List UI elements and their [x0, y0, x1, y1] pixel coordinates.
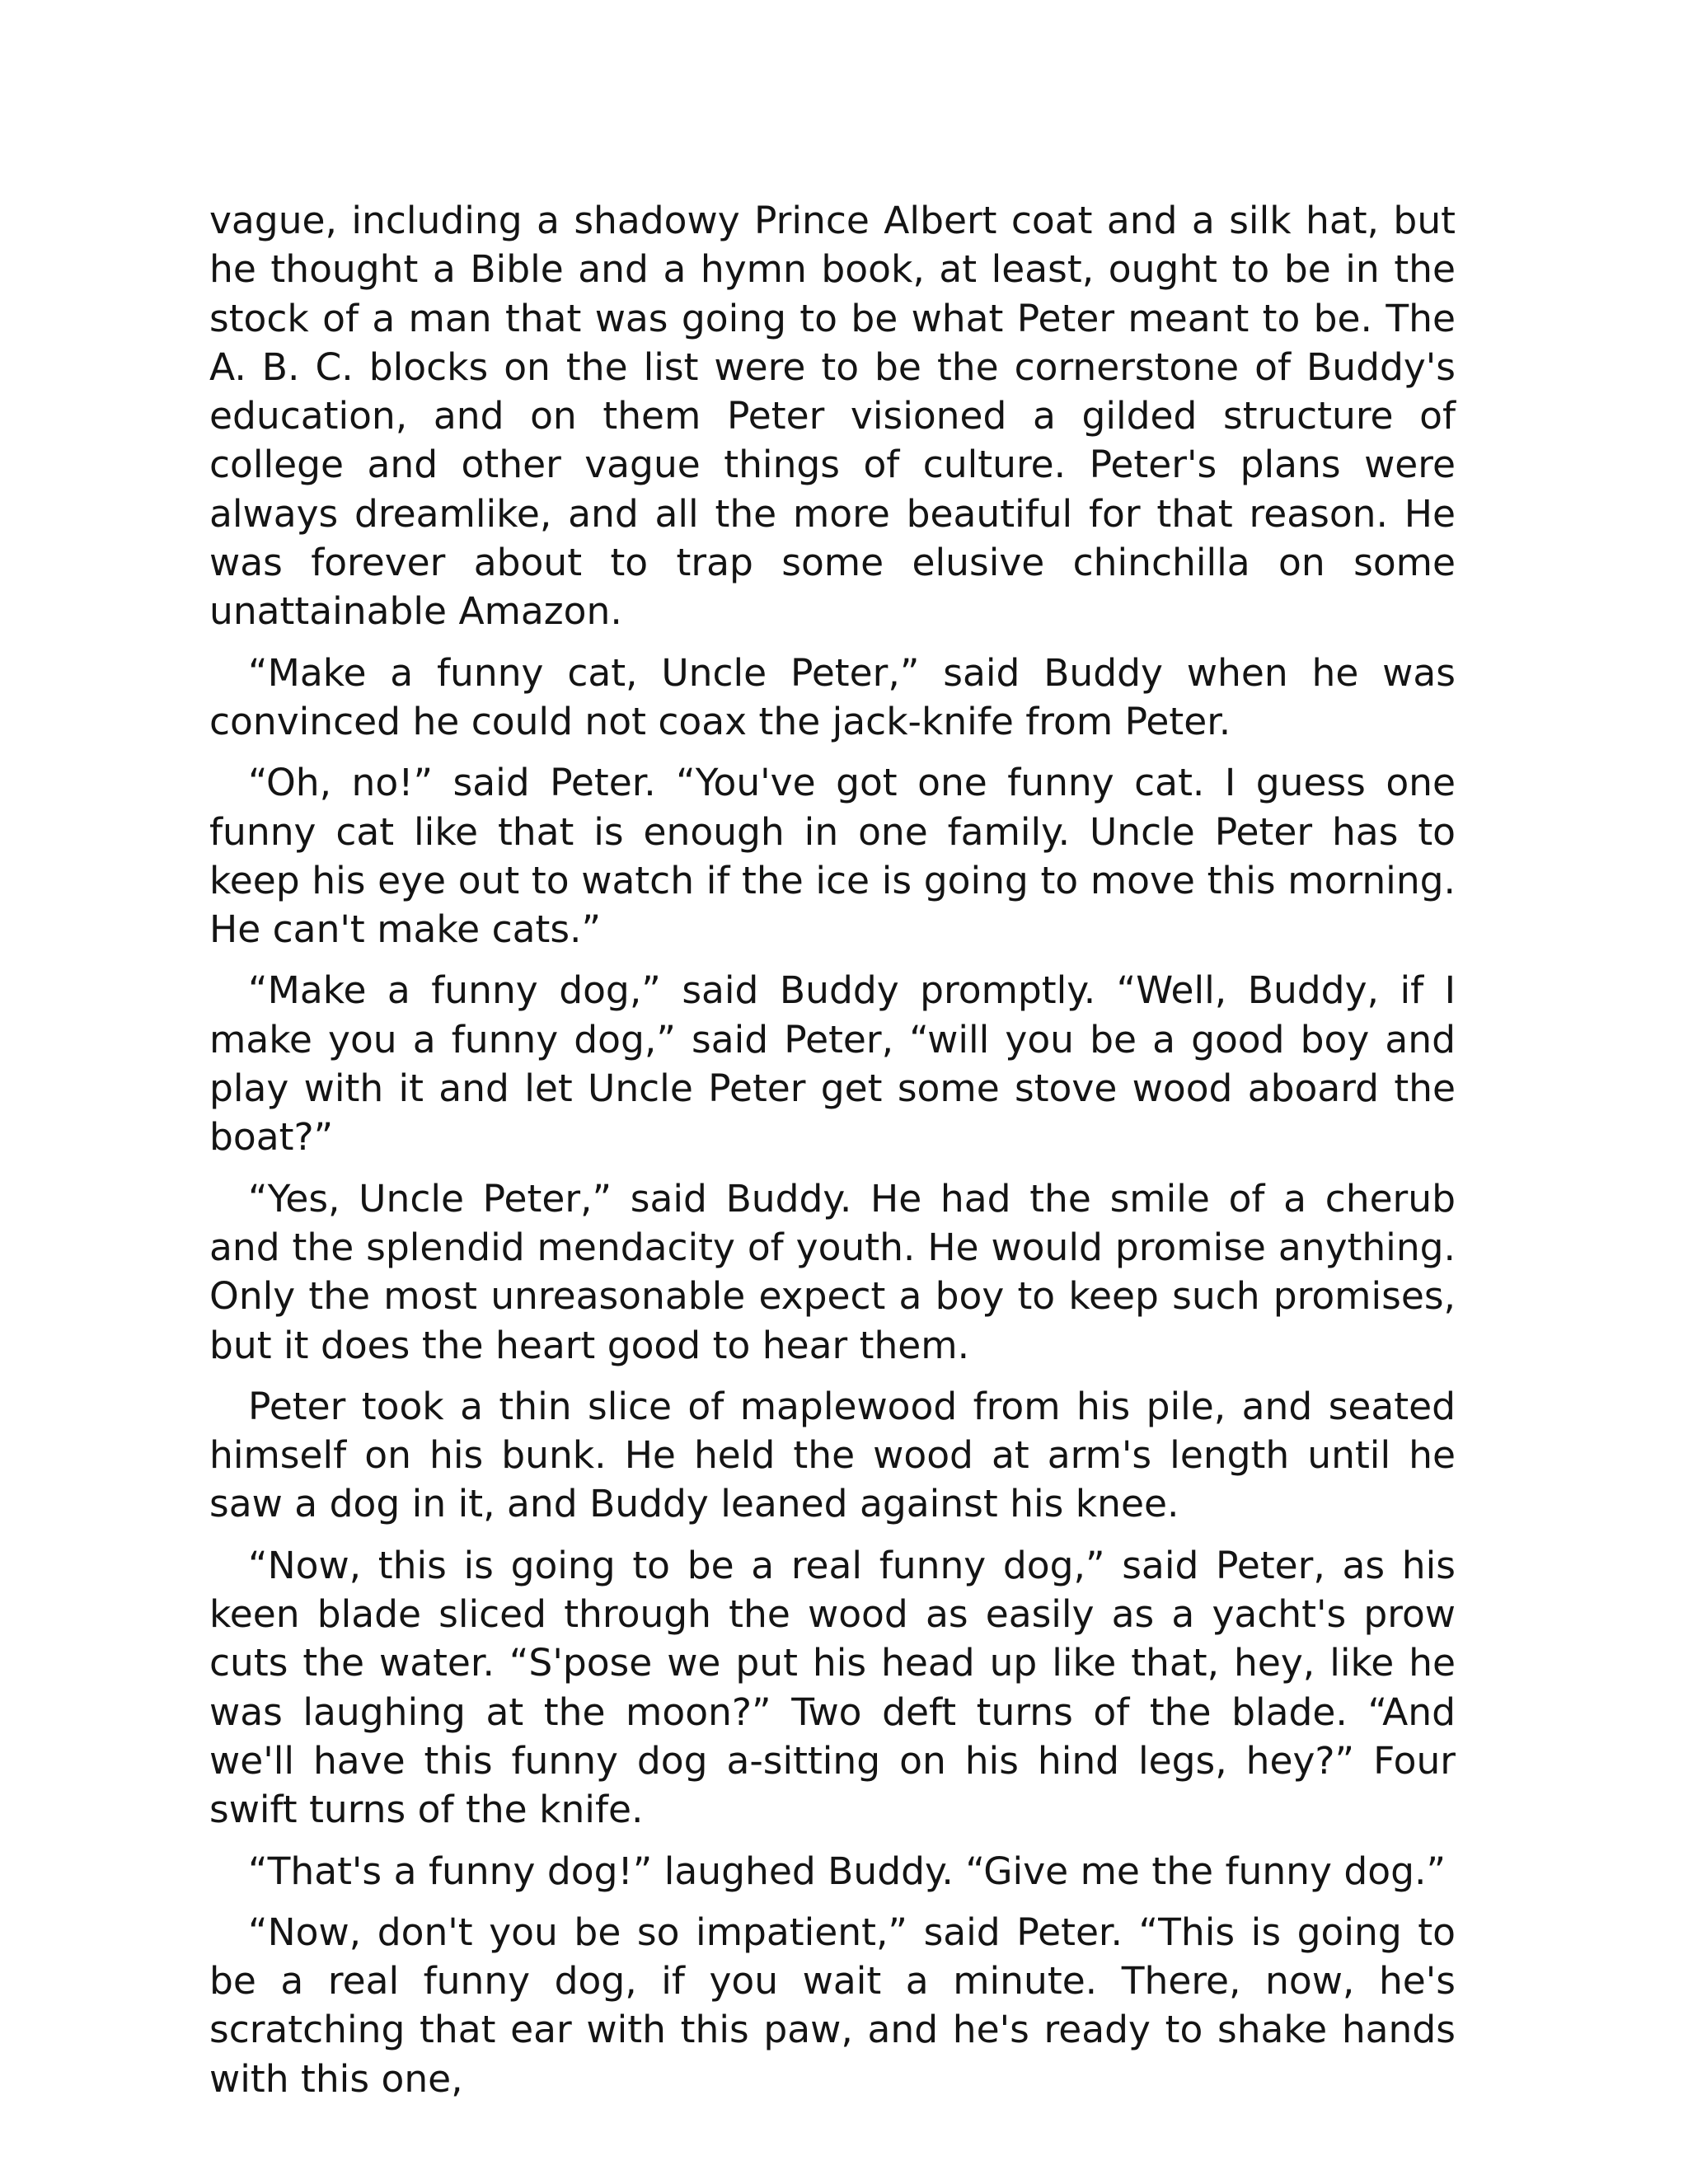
paragraph: “Yes, Uncle Peter,” said Buddy. He had the smile of a cherub and the splendid mendacity of youth. He would promise anything. Only the most unreasonable expect a boy to keep such promises, but it does the heart good to hear them. [209, 1176, 1456, 1367]
paragraph: “Make a funny dog,” said Buddy promptly. “Well, Buddy, if I make you a funny dog,” said Peter, “will you be a good boy and play with it and let Uncle Peter get some stove wood aboard the boat?” [209, 968, 1456, 1160]
paragraph: “That's a funny dog!” laughed Buddy. “Give me the funny dog.” [248, 1849, 1447, 1893]
body-text [209, 196, 1456, 2116]
paragraph: “Oh, no!” said Peter. “You've got one funny cat. I guess one funny cat like that is enough in one family. Uncle Peter has to keep his eye out to watch if the ice is going to move this morning. He can't make cats.” [209, 761, 1456, 952]
paragraph: “Now, don't you be so impatient,” said Peter. “This is going to be a real funny dog, if you wait a minute. There, now, he's scratching that ear with this paw, and he's ready to shake hands with this one, [209, 1910, 1456, 2101]
paragraph: Peter took a thin slice of maplewood from his pile, and seated himself on his bunk. He held the wood at arm's length until he saw a dog in it, and Buddy leaned against his knee. [209, 1384, 1456, 1526]
paragraph: “Now, this is going to be a real funny dog,” said Peter, as his keen blade sliced through the wood as easily as a yacht's prow cuts the water. “S'pose we put his head up like that, hey, like he was laughing at the moon?” Two deft turns of the blade. “And we'll have this funny dog a-sitting on his hind legs, hey?” Four swift turns of the knife. [209, 1543, 1456, 1832]
paragraph-continuation: vague, including a shadowy Prince Albert coat and a silk hat, but he thought a Bible and a hymn book, at least, ought to be in the stock of a man that was going to be what Peter meant to be. The A. B. C. blocks on the list were to be the cornerstone of Buddy's education, and on them Peter visioned a gilded structure of college and other vague things of culture. Peter's plans were always dreamlike, and all the more beautiful for that reason. He was forever about to trap some elusive chinchilla on some unattainable Amazon. [209, 199, 1456, 634]
paragraph: “Make a funny cat, Uncle Peter,” said Buddy when he was convinced he could not coax the jack-knife from Peter. [209, 650, 1456, 743]
